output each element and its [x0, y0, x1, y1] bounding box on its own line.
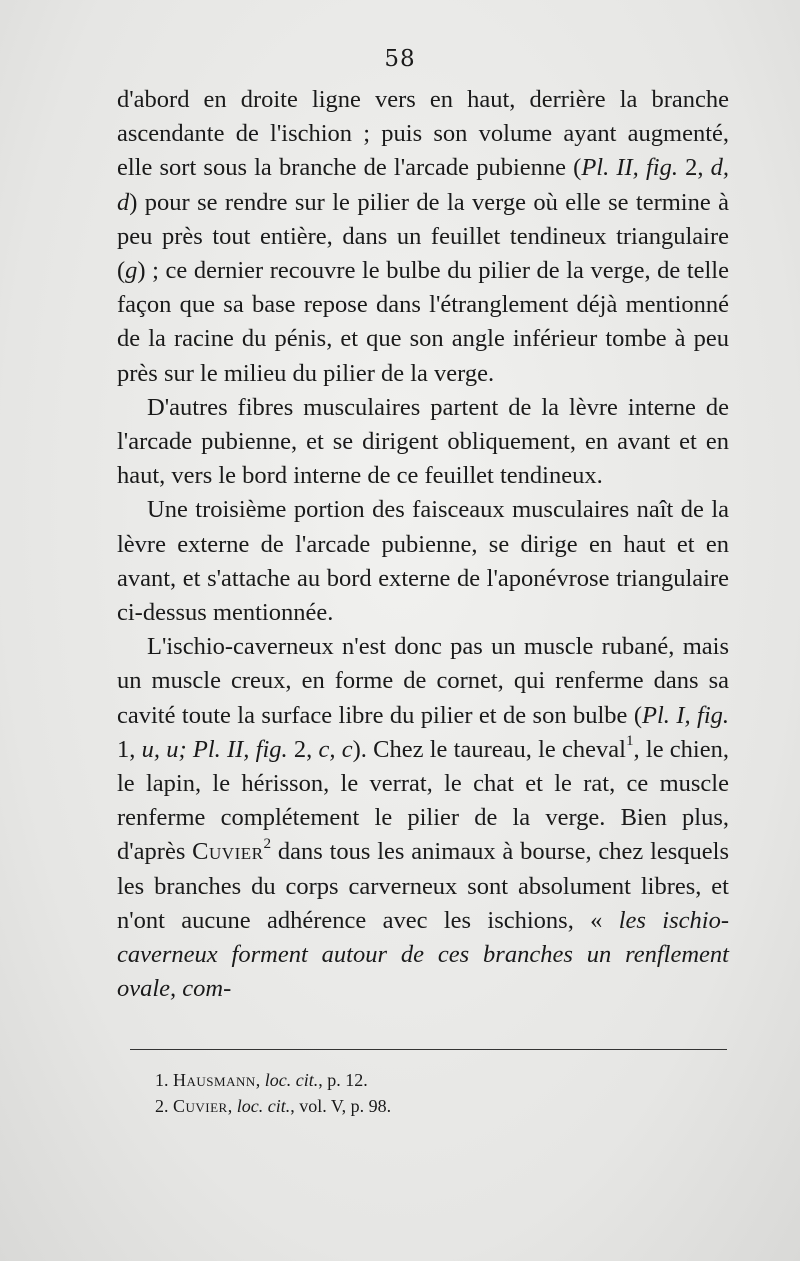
- text-run: u, u; Pl. II, fig.: [141, 735, 288, 763]
- text-run: , le chien, le lapin, le hérisson, le verrat, le chat et le rat, ce muscle renferme complétement le pilier de la verge. Bien plus, d'après: [117, 735, 729, 866]
- footnotes: [130, 1067, 727, 1119]
- footnote-run: ,: [227, 1096, 237, 1116]
- text-run: 1,: [117, 735, 142, 763]
- footnote-run: , p. 12.: [318, 1070, 368, 1090]
- text-run: ) pour se rendre sur le pilier de la verge où elle se termine à peu près tout entière, dans un feuillet tendineux triangulaire (: [117, 188, 729, 285]
- footnote-run: loc. cit.: [236, 1096, 291, 1116]
- footnote-run: loc. cit.: [264, 1070, 319, 1090]
- paragraph-1: [117, 83, 729, 391]
- text-run: d, d: [117, 154, 730, 216]
- footnote-run: Hausmann: [173, 1070, 256, 1090]
- text-run: 2,: [677, 154, 711, 182]
- text-run: Pl. I, fig.: [642, 701, 730, 729]
- page-number: 58: [384, 46, 416, 72]
- footnote-divider: [130, 1049, 727, 1050]
- text-run: ) ; ce dernier recouvre le bulbe du pilier de la verge, de telle façon que sa base repose dans l'étranglement déjà mentionné de la racine du pénis, et que son angle inférieur tombe à peu près sur le milieu du pilier de la verge.: [117, 257, 729, 387]
- text-run: g: [125, 257, 138, 285]
- footnote-2: [130, 1093, 727, 1119]
- text-run: D'autres fibres musculaires partent de la lèvre interne de l'arcade pubienne, et se dirigent obliquement, en avant et en haut, vers le bord interne de ce feuillet tendineux.: [117, 393, 729, 490]
- text-run: Pl. II, fig.: [581, 154, 678, 182]
- footnote-1: [130, 1067, 727, 1093]
- text-run: 2,: [287, 735, 319, 763]
- text-run: Une troisième portion des faisceaux musculaires naît de la lèvre externe de l'arcade pubienne, se dirige en haut et en avant, et s'attache au bord externe de l'aponévrose triangulaire ci-dessus mentionnée.: [117, 496, 729, 627]
- text-run: 1: [625, 732, 634, 750]
- footnote-run: 1.: [155, 1070, 173, 1090]
- footnote-run: , vol. V, p. 98.: [290, 1096, 392, 1116]
- paragraph-4: [117, 630, 729, 1006]
- text-run: 2: [263, 835, 272, 853]
- body-text: [117, 83, 729, 1006]
- paragraph-2: [117, 391, 729, 494]
- paragraph-3: [117, 493, 729, 630]
- footnote-run: ,: [255, 1070, 265, 1090]
- text-run: Cuvier: [192, 838, 264, 866]
- text-run: les ischio-caverneux forment autour de ces branches un renflement ovale, com-: [117, 906, 729, 1003]
- text-run: ). Chez le taureau, le cheval: [352, 735, 626, 763]
- footnote-run: 2.: [155, 1096, 173, 1116]
- footnote-run: Cuvier: [173, 1096, 228, 1116]
- text-run: c, c: [318, 735, 353, 763]
- text-run: dans tous les animaux à bourse, chez lesquels les branches du corps carverneux sont absolument libres, et n'ont aucune adhérence avec les ischions, «: [117, 838, 729, 934]
- text-run: d'abord en droite ligne vers en haut, derrière la branche ascendante de l'ischion ; puis son volume ayant augmenté, elle sort sous la branche de l'arcade pubienne (: [117, 86, 729, 182]
- text-run: L'ischio-caverneux n'est donc pas un muscle rubané, mais un muscle creux, en forme de cornet, qui renferme dans sa cavité toute la surface libre du pilier et de son bulbe (: [117, 633, 729, 729]
